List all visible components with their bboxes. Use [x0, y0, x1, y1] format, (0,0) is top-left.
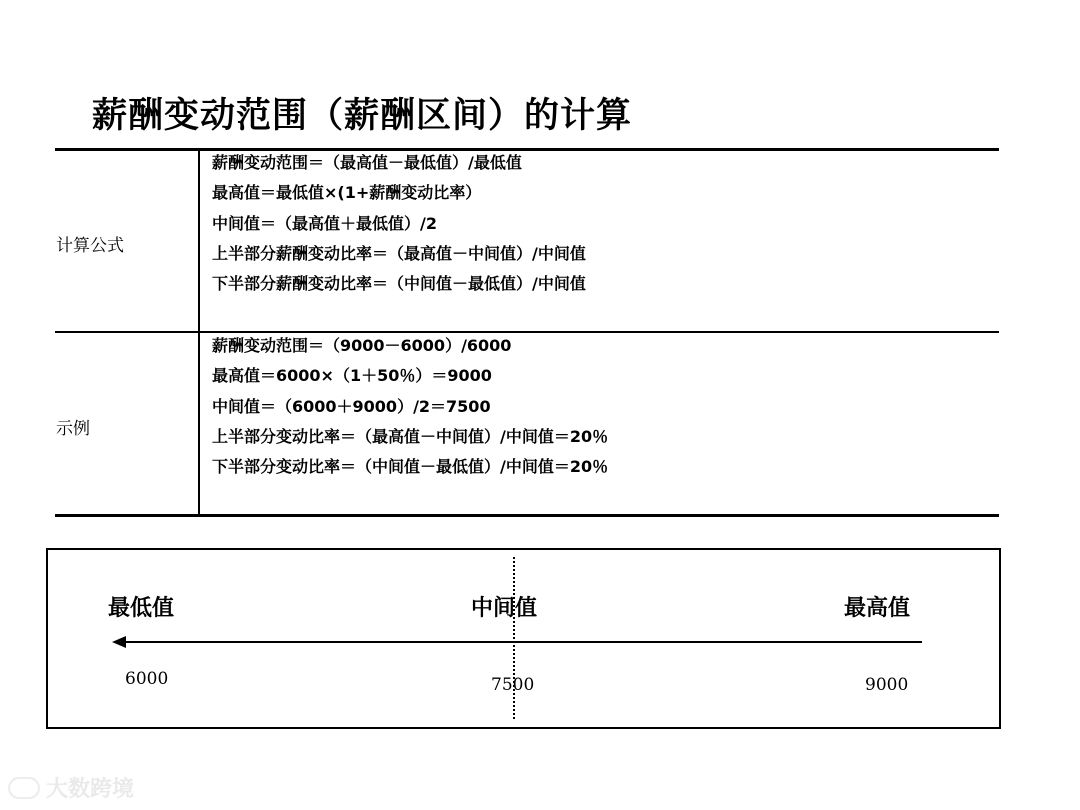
- example-line: 中间值＝（6000＋9000）/2＝7500: [212, 396, 491, 416]
- range-diagram-box: [46, 548, 1001, 729]
- arrow-left-icon: [112, 636, 126, 648]
- formula-line: 上半部分薪酬变动比率＝（最高值－中间值）/中间值: [212, 243, 586, 263]
- watermark: [8, 772, 134, 803]
- range-arrow-line: [120, 641, 922, 643]
- table-column-divider: [198, 150, 200, 515]
- formula-line: 中间值＝（最高值＋最低值）/2: [212, 213, 437, 233]
- watermark-text: 大数跨境: [46, 777, 135, 802]
- formula-line: 下半部分薪酬变动比率＝（中间值－最低值）/中间值: [212, 274, 586, 294]
- row-label-example: 示例: [56, 419, 90, 439]
- page-title: 薪酬变动范围（薪酬区间）的计算: [92, 96, 633, 136]
- formula-lines: [212, 150, 586, 301]
- example-line: 薪酬变动范围＝（9000－6000）/6000: [212, 336, 512, 355]
- formula-line: 最高值＝最低值×(1+薪酬变动比率）: [212, 183, 482, 203]
- min-value: 6000: [125, 669, 169, 689]
- logo-icon: [8, 777, 40, 799]
- example-line: 上半部分变动比率＝（最高值－中间值）/中间值＝20％: [212, 426, 609, 446]
- example-line: 下半部分变动比率＝（中间值－最低值）/中间值＝20％: [212, 457, 609, 477]
- example-line: 最高值＝6000×（1＋50％）＝9000: [212, 366, 492, 386]
- max-value: 9000: [865, 675, 909, 695]
- formula-line: 薪酬变动范围＝（最高值－最低值）/最低值: [212, 153, 522, 172]
- table-bottom-rule: [55, 514, 999, 517]
- max-label: 最高值: [844, 596, 911, 621]
- example-lines: [212, 333, 608, 484]
- row-label-formula: 计算公式: [56, 236, 124, 256]
- mid-value: 7500: [491, 675, 535, 695]
- min-label: 最低值: [108, 596, 175, 621]
- mid-label: 中间值: [471, 596, 538, 621]
